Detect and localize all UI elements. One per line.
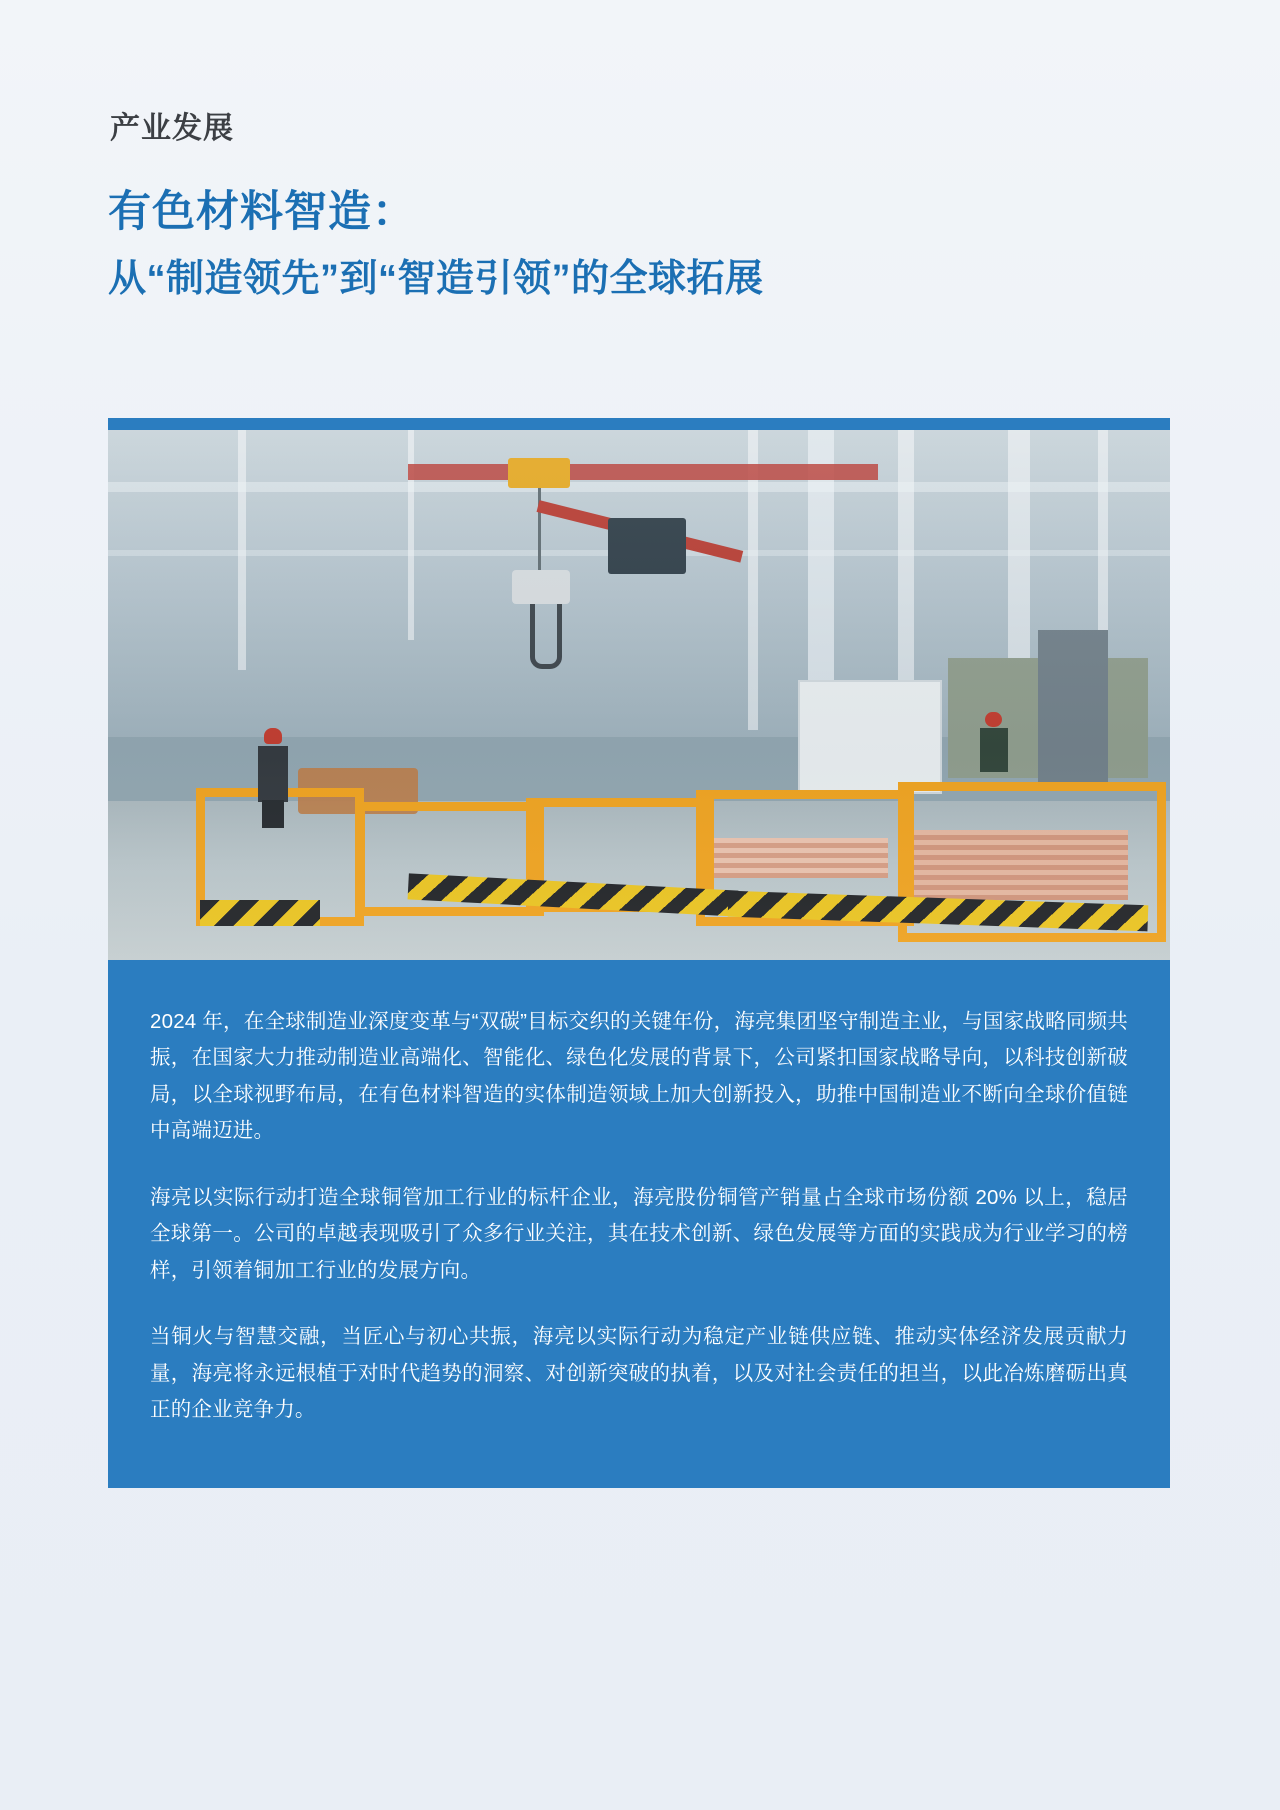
page-title-line-2: 从“制造领先”到“智造引领”的全球拓展 <box>108 257 764 300</box>
body-paragraph-1: 2024 年，在全球制造业深度变革与“双碳”目标交织的关键年份，海亮集团坚守制造主业，与国家战略同频共振，在国家大力推动制造业高端化、智能化、绿色化发展的背景下，公司紧扣国家战略导向，以科技创新破局，以全球视野布局，在有色材料智造的实体制造领域上加大创新投入，助推中国制造业不断向全球价值链中高端迈进。 <box>150 1010 1128 1143</box>
body-paragraph-2: 海亮以实际行动打造全球铜管加工行业的标杆企业，海亮股份铜管产销量占全球市场份额 20% 以上，稳居全球第一。公司的卓越表现吸引了众多行业关注，其在技术创新、绿色发展等方面的实践成为行业学习的榜样，引领着铜加工行业的发展方向。 <box>150 1185 1128 1282</box>
body-paragraph-3: 当铜火与智慧交融，当匠心与初心共振，海亮以实际行动为稳定产业链供应链、推动实体经济发展贡献力量，海亮将永远根植于对时代趋势的洞察、对创新突破的执着，以及对社会责任的担当，以此冶炼磨砺出真正的企业竞争力。 <box>150 1325 1128 1422</box>
article-body <box>108 960 1170 1429</box>
section-kicker: 产业发展 <box>110 112 234 145</box>
factory-photo <box>108 430 1170 960</box>
photo-overlay <box>108 430 1170 960</box>
page-title-line-1: 有色材料智造： <box>108 188 416 236</box>
page-title <box>108 185 1108 305</box>
feature-card <box>108 418 1170 1488</box>
